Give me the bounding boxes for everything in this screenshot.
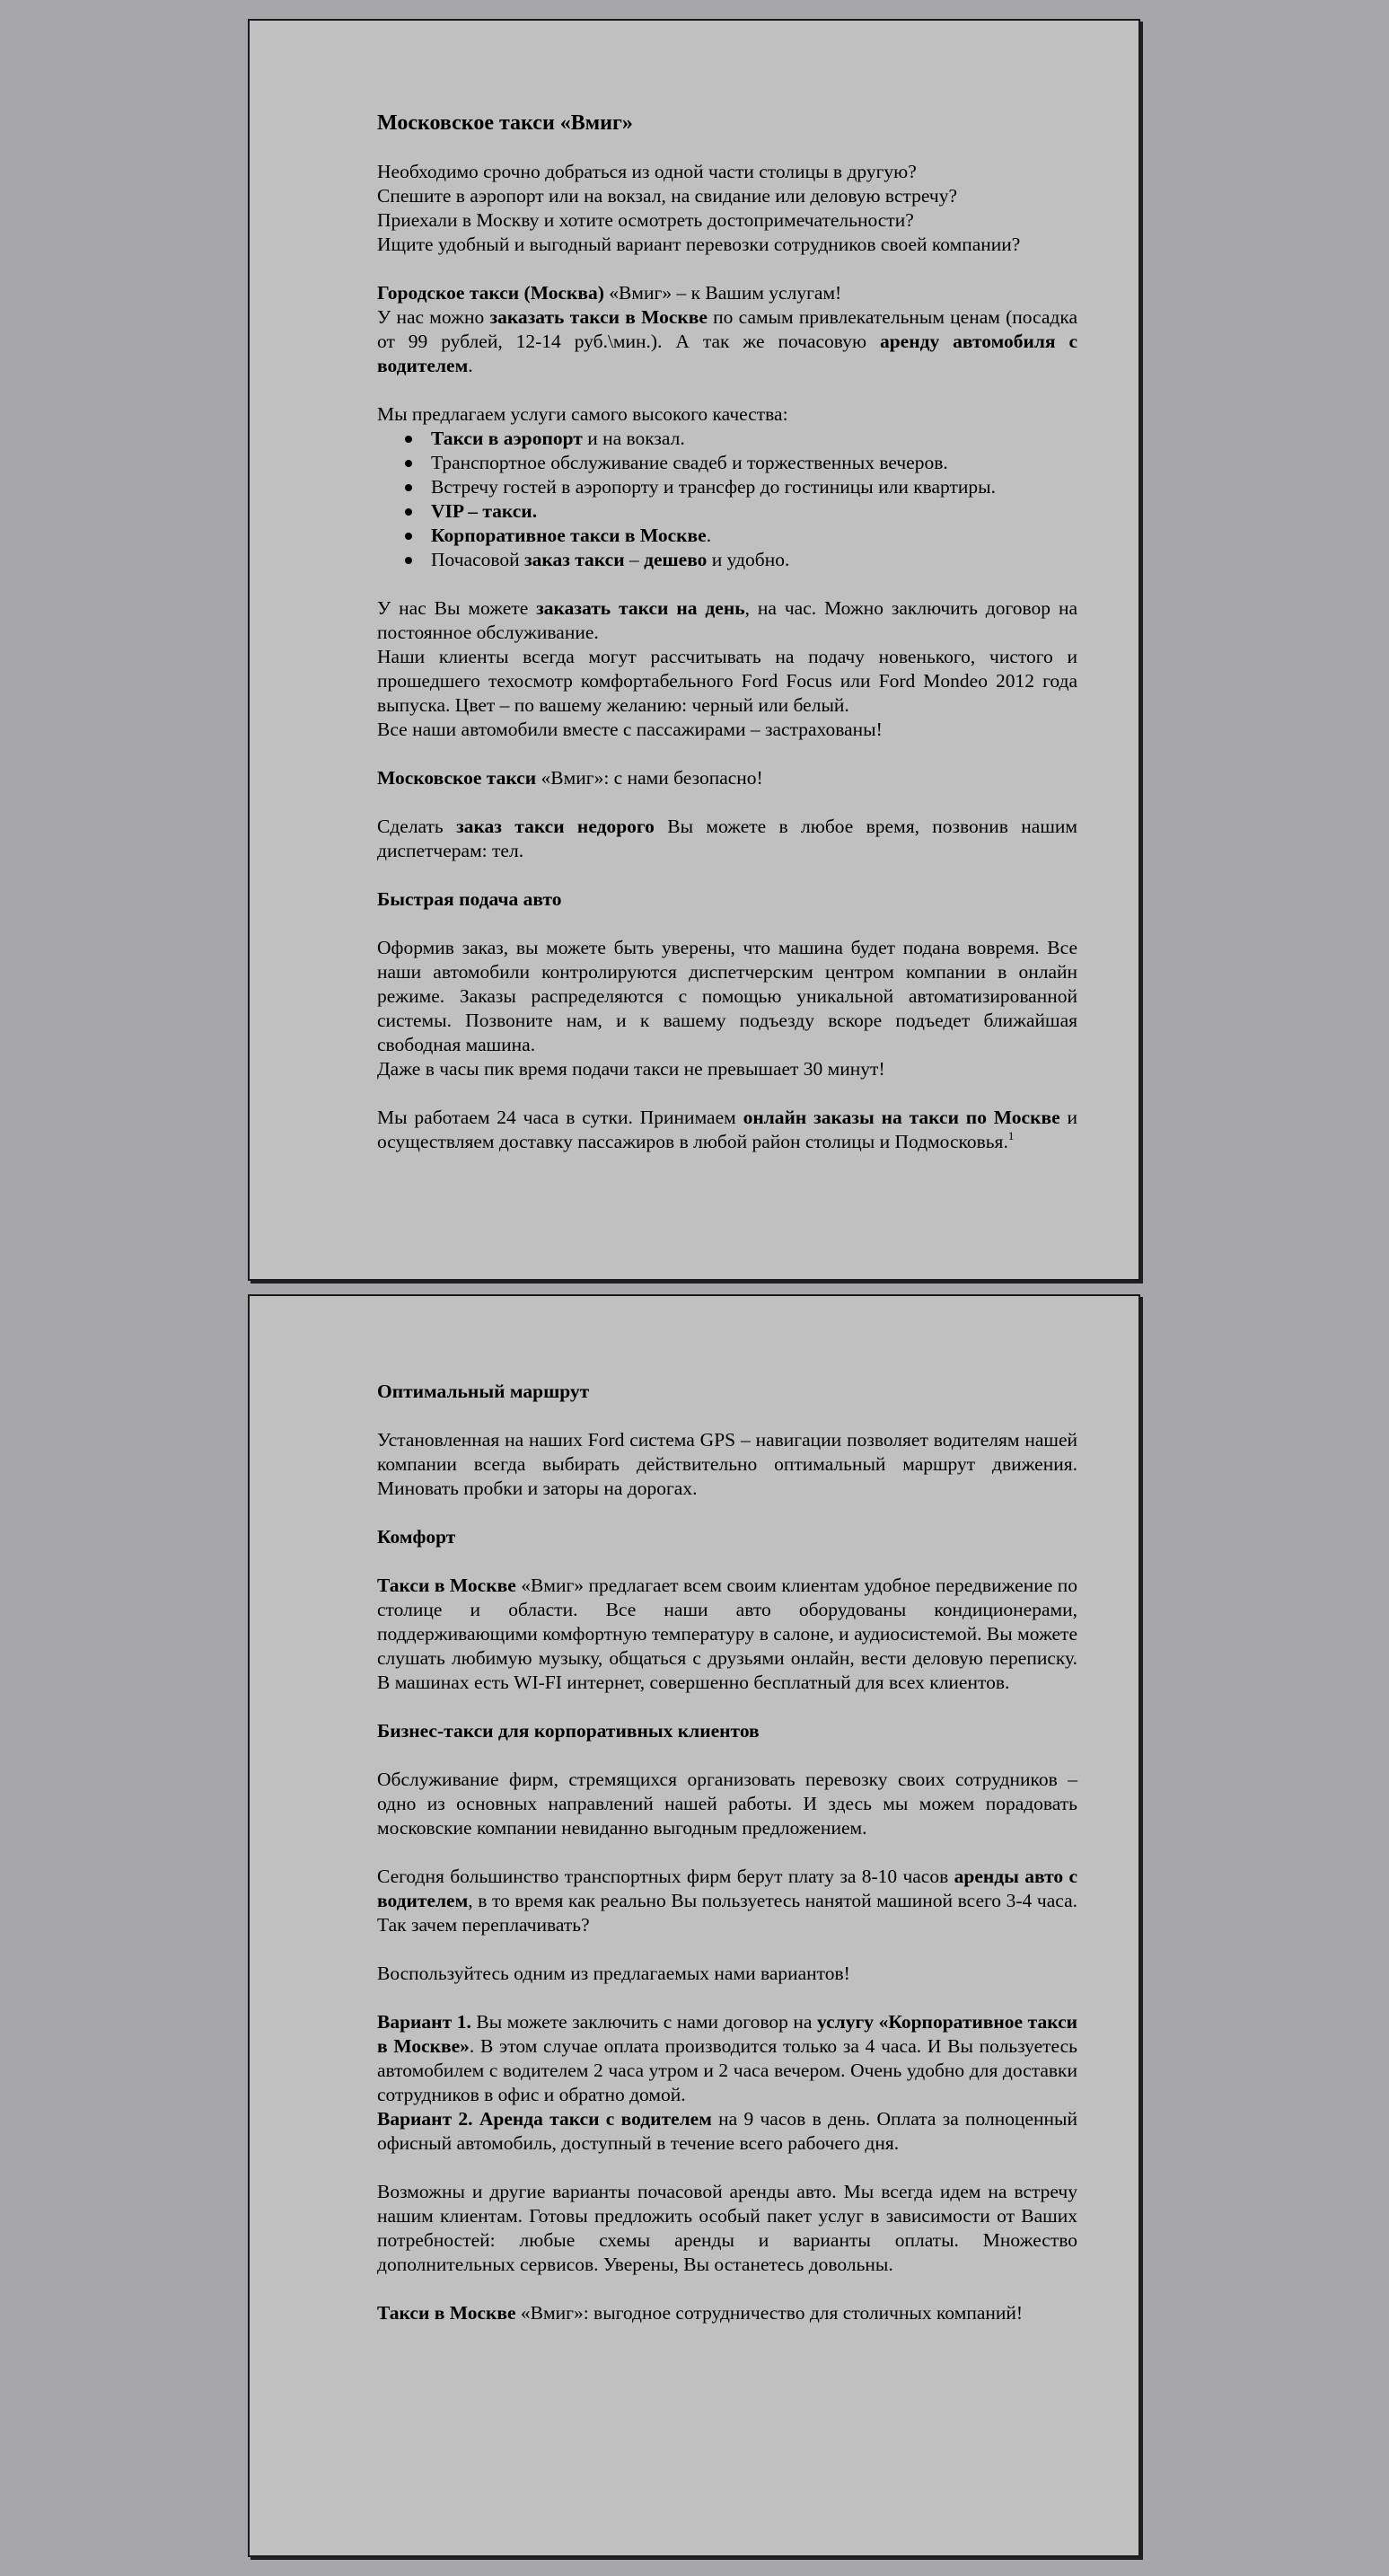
service-6-text-2: – xyxy=(624,549,645,570)
intro-line-3: Приехали в Москву и хотите осмотреть достопримечательности? xyxy=(377,209,914,231)
work-text-bold: онлайн заказы на такси по Москве xyxy=(743,1107,1060,1128)
document-title: Московское такси «Вмиг» xyxy=(377,111,633,135)
order-text-2: по самым привлекательным ценам (посадка от 99 рублей, 12-14 руб.\мин.). А так же почасовую xyxy=(377,306,1078,352)
list-item xyxy=(431,427,1077,451)
closing-rest: «Вмиг»: выгодное сотрудничество для столичных компаний! xyxy=(515,2302,1024,2324)
cheap-text-2: Вы можете в любое время, позвонив нашим диспетчерам: тел. xyxy=(377,816,1078,861)
list-item xyxy=(431,499,1077,524)
variant-1-label: Вариант 1. xyxy=(377,2011,471,2033)
document-page-1 xyxy=(248,19,1140,1281)
safe-rest: «Вмиг»: с нами безопасно! xyxy=(536,767,763,789)
variant-1-bold: услугу «Корпоративное такси в Москве» xyxy=(377,2011,1078,2057)
today-text-bold: аренды авто с водителем xyxy=(377,1866,1077,1911)
order-text-3: . xyxy=(468,355,473,376)
rush-hour-paragraph: Даже в часы пик время подачи такси не превышает 30 минут! xyxy=(377,1058,885,1080)
comfort-rest: «Вмиг» предлагает всем своим клиентам удобное передвижение по столице и области. Все наши авто оборудованы кондиционерами, поддерживающими комфортную температуру в салоне, и аудиосистемой. Вы можете слушать любимую музыку, общаться с друзьями онлайн, вести деловую переписку. В машинах есть WI-FI интернет, совершенно бесплатный для всех клиентов. xyxy=(377,1575,1077,1693)
page-1-content xyxy=(377,105,1077,1154)
order-text-bold-2: аренду автомобиля с водителем xyxy=(377,331,1077,376)
list-item: Встречу гостей в аэропорту и трансфер до гостиницы или квартиры. xyxy=(431,475,1077,499)
page-2-content xyxy=(377,1380,1077,2325)
day-text-bold: заказать такси на день xyxy=(536,597,745,619)
intro-line-2: Спешите в аэропорт или на вокзал, на свидание или деловую встречу? xyxy=(377,185,958,207)
variant-1-paragraph xyxy=(377,2010,1077,2107)
service-6-text-3: и удобно. xyxy=(707,549,790,570)
intro-line-4: Ищите удобный и выгодный вариант перевозки сотрудников своей компании? xyxy=(377,234,1021,255)
comfort-bold: Такси в Москве xyxy=(377,1575,516,1596)
other-options-paragraph: Возможны и другие варианты почасовой аренды авто. Мы всегда идем на встречу нашим клиентам. Готовы предложить особый пакет услуг в зависимости от Ваших потребностей: любые схемы аренды и варианты оплаты. Множество дополнительных сервисов. Уверены, Вы останетесь довольны. xyxy=(377,2181,1077,2275)
comfort-heading: Комфорт xyxy=(377,1526,456,1548)
cheap-order-paragraph xyxy=(377,815,1077,863)
service-4-bold: VIP – такси. xyxy=(431,500,538,522)
safe-paragraph xyxy=(377,766,1077,790)
fast-paragraph: Оформив заказ, вы можете быть уверены, что машина будет подана вовремя. Все наши автомобили контролируются диспетчерским центром компании в онлайн режиме. Заказы распределяются с помощью уникальной автоматизированной системы. Позвоните нам, и к вашему подъезду вскоре подъедет ближайшая свободная машина. xyxy=(377,937,1077,1055)
variant-2-label: Вариант 2. Аренда такси с водителем xyxy=(377,2108,712,2130)
variant-1-text-1: Вы можете заключить с нами договор на xyxy=(470,2011,818,2033)
business-paragraph: Обслуживание фирм, стремящихся организовать перевозку своих сотрудников – одно из основных направлений нашей работы. И здесь мы можем порадовать московские компании невиданно выгодным предложением. xyxy=(377,1769,1077,1839)
fast-heading: Быстрая подача авто xyxy=(377,888,562,910)
services-intro: Мы предлагаем услуги самого высокого качества: xyxy=(377,403,788,425)
service-6-bold-1: заказ такси xyxy=(524,549,625,570)
cheap-text-bold: заказ такси недорого xyxy=(456,816,655,837)
city-taxi-rest: «Вмиг» – к Вашим услугам! xyxy=(603,282,842,304)
footnote-marker: 1 xyxy=(1007,1129,1015,1142)
service-1-rest: и на вокзал. xyxy=(582,428,685,449)
list-item xyxy=(431,524,1077,548)
closing-bold: Такси в Москве xyxy=(377,2302,516,2324)
intro-line-1: Необходимо срочно добраться из одной части столицы в другую? xyxy=(377,161,917,182)
safe-bold: Московское такси xyxy=(377,767,537,789)
service-5-bold: Корпоративное такси в Москве xyxy=(431,525,707,546)
order-text-bold-1: заказать такси в Москве xyxy=(489,306,708,328)
route-paragraph: Установленная на наших Ford система GPS – навигации позволяет водителям нашей компании всегда выбирать действительно оптимальный маршрут движения. Миновать пробки и заторы на дорогах. xyxy=(377,1429,1077,1499)
variant-2-text: на 9 часов в день. Оплата за полноценный офисный автомобиль, доступный в течение всего рабочего дня. xyxy=(377,2108,1077,2154)
services-list xyxy=(377,427,1077,572)
list-item xyxy=(431,548,1077,572)
work-paragraph xyxy=(377,1106,1077,1154)
day-text-1: У нас Вы можете xyxy=(377,597,537,619)
today-text-2: , в то время как реально Вы пользуетесь нанятой машиной всего 3-4 часа. Так зачем переплачивать? xyxy=(377,1890,1077,1936)
variant-1-text-2: . В этом случае оплата производится только за 4 часа. И Вы пользуетесь автомобилем с водителем 2 часа утром и 2 часа вечером. Очень удобно для доставки сотрудников в офис и обратно домой. xyxy=(377,2035,1077,2105)
service-1-bold: Такси в аэропорт xyxy=(431,428,583,449)
clients-paragraph: Наши клиенты всегда могут рассчитывать на подачу новенького, чистого и прошедшего техосмотр комфортабельного Ford Focus или Ford Mondeo 2012 года выпуска. Цвет – по вашему желанию: черный или белый. xyxy=(377,646,1077,716)
today-paragraph xyxy=(377,1865,1077,1937)
route-heading: Оптимальный маршрут xyxy=(377,1381,590,1402)
order-paragraph xyxy=(377,305,1077,378)
work-text-1: Мы работаем 24 часа в сутки. Принимаем xyxy=(377,1107,743,1128)
day-text-2: , на час. Можно заключить договор на постоянное обслуживание. xyxy=(377,597,1077,643)
service-5-rest: . xyxy=(706,525,712,546)
today-text-1: Сегодня большинство транспортных фирм берут плату за 8-10 часов xyxy=(377,1866,954,1887)
document-page-2 xyxy=(248,1294,1140,2557)
service-6-bold-2: дешево xyxy=(644,549,708,570)
work-text-2: и осуществляем доставку пассажиров в любой район столицы и Подмосковья. xyxy=(377,1107,1077,1152)
business-heading: Бизнес-такси для корпоративных клиентов xyxy=(377,1720,760,1742)
closing-paragraph xyxy=(377,2301,1077,2325)
city-taxi-paragraph xyxy=(377,281,1077,305)
variant-2-paragraph xyxy=(377,2107,1077,2156)
city-taxi-bold: Городское такси (Москва) xyxy=(377,282,604,304)
list-item: Транспортное обслуживание свадеб и торжественных вечеров. xyxy=(431,451,1077,475)
insured-paragraph: Все наши автомобили вместе с пассажирами – застрахованы! xyxy=(377,719,883,740)
comfort-paragraph xyxy=(377,1574,1077,1695)
order-text-1: У нас можно xyxy=(377,306,490,328)
day-order-paragraph xyxy=(377,596,1077,645)
cheap-text-1: Сделать xyxy=(377,816,457,837)
use-options-paragraph: Воспользуйтесь одним из предлагаемых нами вариантов! xyxy=(377,1963,850,1984)
service-6-text-1: Почасовой xyxy=(431,549,525,570)
